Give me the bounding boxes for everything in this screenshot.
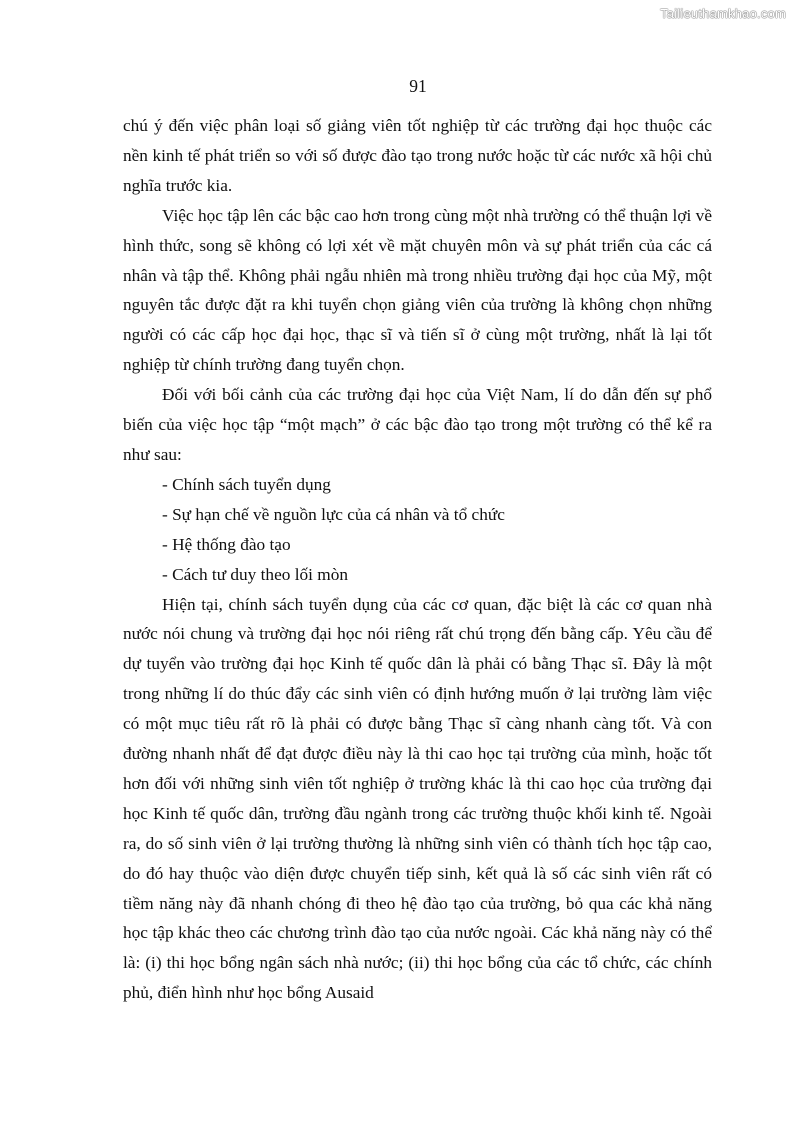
paragraph: Đối với bối cảnh của các trường đại học của Việt Nam, lí do dẫn đến sự phổ biến của việc học tập “một mạch” ở các bậc đào tạo trong một trường có thể kể ra như sau:	[123, 385, 712, 464]
list-item: - Sự hạn chế về nguồn lực của cá nhân và tổ chức	[162, 504, 505, 524]
paragraph: Hiện tại, chính sách tuyển dụng của các cơ quan, đặc biệt là các cơ quan nhà nước nói chung và trường đại học nói riêng rất chú trọng đến bằng cấp. Yêu cầu để dự tuyển vào trường đại học Kinh tế quốc dân là phải có bằng Thạc sĩ. Đây là một trong những lí do thúc đẩy các sinh viên có định hướng muốn ở lại trường làm việc có một mục tiêu rất rõ là phải có được bằng Thạc sĩ càng nhanh càng tốt. Và con đường nhanh nhất để đạt được điều này là thi cao học tại trường của mình, hoặc tốt hơn đối với những sinh viên tốt nghiệp ở trường khác là thi cao học của trường đại học Kinh tế quốc dân, trường đầu ngành trong các trường thuộc khối kinh tế. Ngoài ra, do số sinh viên ở lại trường thường là những sinh viên có thành tích học tập cao, do đó hay thuộc vào diện được chuyển tiếp sinh, kết quả là số các sinh viên rất có tiềm năng này đã nhanh chóng đi theo hệ đào tạo của trường, bỏ qua các khả năng học tập khác theo các chương trình đào tạo của nước ngoài. Các khả năng này có thể là: (i) thi học bổng ngân sách nhà nước; (ii) thi học bổng của các tổ chức, các chính phủ, điển hình như học bổng Ausaid	[123, 594, 712, 1003]
paragraph-continuation: chú ý đến việc phân loại số giảng viên tốt nghiệp từ các trường đại học thuộc các nền kinh tế phát triển so với số được đào tạo trong nước hoặc từ các nước xã hội chủ nghĩa trước kia.	[123, 116, 712, 195]
document-body	[123, 111, 712, 1008]
watermark-text: Tailieuthamkhao.com	[660, 6, 786, 21]
paragraph: Việc học tập lên các bậc cao hơn trong cùng một nhà trường có thể thuận lợi về hình thức, song sẽ không có lợi xét về mặt chuyên môn và sự phát triển của các cá nhân và tập thể. Không phải ngẫu nhiên mà trong nhiều trường đại học của Mỹ, một nguyên tắc được đặt ra khi tuyển chọn giảng viên của trường là không chọn những người có các cấp học đại học, thạc sĩ và tiến sĩ ở cùng một trường, nhất là lại tốt nghiệp từ chính trường đang tuyển chọn.	[123, 205, 712, 375]
list-item: - Cách tư duy theo lối mòn	[162, 564, 348, 584]
list-item: - Hệ thống đào tạo	[162, 534, 291, 554]
page-number: 91	[409, 76, 427, 96]
list-item: - Chính sách tuyển dụng	[162, 474, 331, 494]
